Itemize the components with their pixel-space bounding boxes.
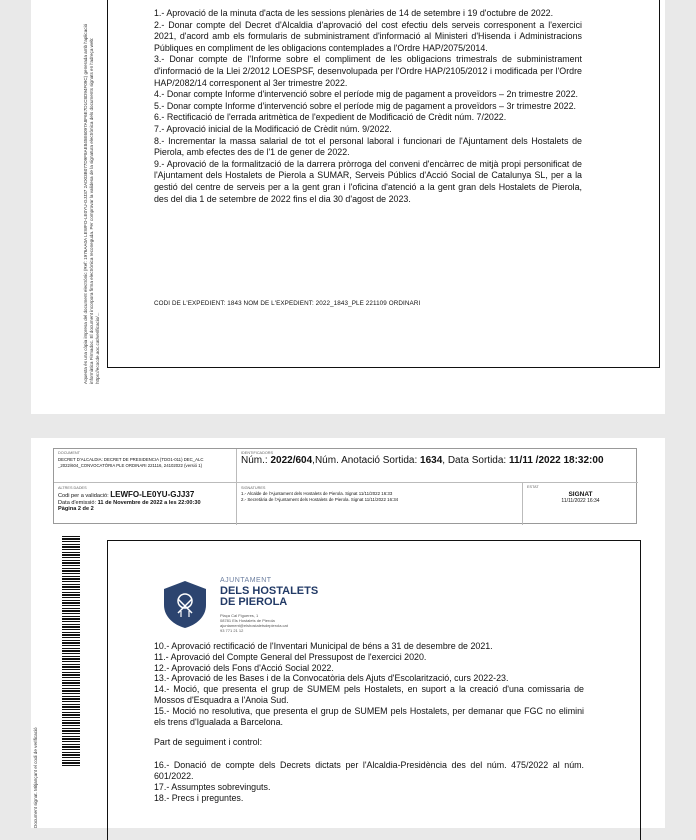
logo-ajuntament: AJUNTAMENT [220,577,272,584]
validation-code-line [58,489,232,500]
agenda-item: 18.- Precs i preguntes. [154,792,244,803]
municipal-shield-icon [160,579,210,629]
agenda-list-2 [154,641,584,803]
address-line: Plaça Cal Figueres, 1 [220,613,259,618]
agenda-item: 17.- Assumptes sobrevinguts. [154,781,271,792]
other-data-label: ALTRES DADES [58,486,87,490]
validation-code-label: Codi per a validació: [58,492,111,499]
signature-1: 1.- Alcalde de l'Ajuntament dels Hostalets de Pierola. Signat 11/11/2022 16:33 [241,491,393,496]
agenda-item: 7.- Aprovació inicial de la Modificació de Crèdit núm. 9/2022. [154,123,392,134]
document-header [53,448,637,524]
status-badge: SIGNAT [568,491,593,498]
document-page-2 [31,438,665,828]
header-other-data-cell [54,483,237,525]
verification-side-text-2: Document signat. Mitjançant el codi de verificació [33,727,38,828]
address-phone: 93 771 21 12 [220,628,244,633]
logo-name-line2: DE PIEROLA [220,596,288,608]
logo-address [220,613,288,633]
verification-side-text: Aquesta és una còpia impresa del document electrònic (Ref: 1976AA0A LEWFO-LE0YU-GJJ37 2AD03B077D9F8AE845E6097A8F6E7D1C8D94F09C) generada amb l'aplicació informàtica Firmadoc. El document incorpora firma electrònica reconeguda. Per comprovar la validesa de la signatura electrònica dels documents signats en l'adreça web: https://ecocde.aoc.cat/verificacio/... [83,23,100,384]
section-heading: Part de seguiment i control: [154,737,263,748]
header-signatures-cell [237,483,523,525]
document-page-1 [31,0,665,414]
address-line: 08781 Els Hostalets de Pierola [220,618,275,623]
content-frame-2 [107,540,641,840]
agenda-item: 5.- Donar compte Informe d'intervenció sobre el període mig de pagament a proveïdors – 3r trimestre 2022. [154,100,576,111]
status-label: ESTAT [527,485,539,489]
validation-code-value: LEWFO-LE0YU-GJJ37 [110,489,195,499]
data-sortida-value: 11/11 /2022 18:32:00 [508,455,604,466]
agenda-item: 13.- Aprovació de les Bases i de la Convocatòria dels Ajuts d'Escolarització, curs 2022-23. [154,673,509,684]
agenda-item: 4.- Donar compte Informe d'intervenció sobre el període mig de pagament a proveïdors – 2n trimestre 2022. [154,89,578,100]
num-value: 2022/604 [270,455,313,466]
header-status-cell [523,483,638,525]
header-identifiers-cell [237,449,638,483]
status-date: 11/11/2022 16:34 [561,498,600,504]
logo-name-line1: DELS HOSTALETS [220,585,319,597]
agenda-item: 1.- Aprovació de la minuta d'acta de les sessions plenàries de 14 de setembre i 19 d'octubre de 2022. [154,8,554,18]
agenda-item: 9.- Aprovació de la formalització de la darrera pròrroga del conveni d'encàrrec de mitjà propi personificat de l'Ajuntament dels Hostalets de Pierola a SUMAR, Serveis Públics d'Acció Social de Catalunya SL, per a la gestió del centre de serveis per a la gent gran i l'oficina d'atenció a la gent gran dels Hostalets de Pierola, des del dia 1 de setembre de 2022 fins el dia 30 d'agost de 2023. [154,158,582,204]
barcode [62,536,80,766]
content-frame [107,0,660,368]
logo-name [220,586,318,608]
agenda-item: 6.- Rectificació de l'errada aritmètica de l'expedient de Modificació de Crèdit núm. 7/2022. [154,112,507,123]
agenda-item: 2.- Donar compte del Decret d'Alcaldia d'aprovació del cost efectiu dels serveis corresponent a l'exercici 2021, d'acord amb els formularis de subministrament d'informació al Ministeri d'Hisenda i Administracions Públiques en compliment de les obligacions contemplades a l'Ordre HAP/2075/2014. [154,19,582,53]
document-label: DOCUMENT [58,451,80,455]
address-email: ajuntament@elshostaletsdepierola.cat [220,623,288,628]
agenda-list [154,8,582,205]
emission-date-value: 11 de Novembre de 2022 a les 22:00:30 [97,499,201,506]
agenda-item: 14.- Moció, que presenta el grup de SUMEM pels Hostalets, en suport a la creació d'una comissaria de Mossos d'Esquadra a l'Anoia Sud. [154,684,584,705]
identifiers-label: IDENTIFICADORS [241,451,274,455]
agenda-item: 11.- Aprovació del Compte General del Pressupost de l'exercici 2020. [154,651,427,662]
agenda-item: 3.- Donar compte de l'Informe sobre el compliment de les obligacions trimestrals de subministrament d'informació de la Llei 2/2012 LOESPSF, desenvolupada per l'Ordre HAP/2105/2012 i modificada per l'Ordre HAP/2082/14 corresponent al 3er trimestre 2022. [154,54,582,88]
expedient-code: CODI DE L'EXPEDIENT: 1843 NOM DE L'EXPEDIENT: 2022_1843_PLE 221109 ORDINARI [154,300,421,307]
agenda-item: 8.- Incrementar la massa salarial de tot el personal laboral i funcionari de l'Ajuntament dels Hostalets de Pierola, amb efectes des de l'1 de gener de 2022. [154,135,582,158]
data-sortida-label: , Data Sortida: [442,455,509,466]
anotacio-label: ,Núm. Anotació Sortida: [312,455,421,466]
agenda-item: 15.- Moció no resolutiva, que presenta el grup de SUMEM pels Hostalets, per demanar que FGC no elimini els trens d'Igualada a Barcelona. [154,705,584,727]
header-document-cell [54,449,237,483]
num-label: Núm.: [241,455,271,466]
emission-date-label: Data d'emissió: [58,499,98,506]
document-description: DECRET D'ALCALDIA: DECRET DE PRESIDENCIA (TDO1-011) DEC_ALC _2022/604_CONVOCATÒRIA PLE ORDINARI 221116, 24102022 (versió 1) [58,457,204,468]
agenda-item: 10.- Aprovació rectificació de l'Inventari Municipal de béns a 31 de desembre de 2021. [154,641,493,651]
identifiers-line [241,455,634,467]
agenda-item: 12.- Aprovació dels Fons d'Acció Social 2022. [154,662,334,673]
signature-2: 2.- Secretària de l'Ajuntament dels Hostalets de Pierola. Signat 11/11/2022 16:34 [241,497,399,502]
agenda-item: 16.- Donació de compte dels Decrets dictats per l'Alcaldia-Presidència des del núm. 475/2022 al núm. 601/2022. [154,760,584,781]
signatures-label: SIGNATURES [241,486,266,490]
anotacio-value: 1634 [420,455,443,466]
page-number: Pàgina 2 de 2 [58,506,94,513]
emission-date-line [58,500,232,507]
